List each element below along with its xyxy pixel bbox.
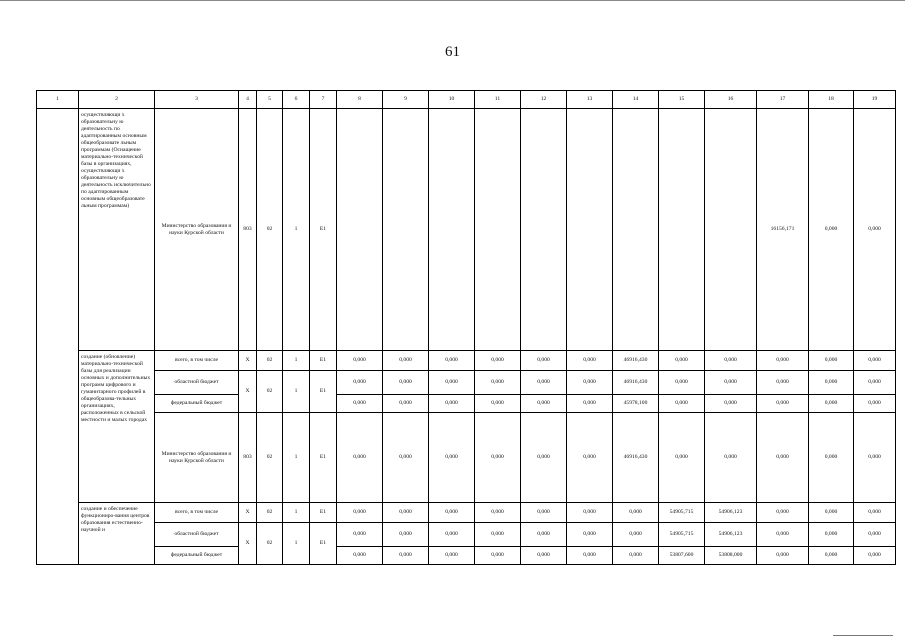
code-cell: Х [239, 351, 257, 371]
code-cell: 02 [257, 523, 283, 565]
code-cell: 1 [283, 351, 310, 371]
value-cell [567, 109, 613, 351]
value-cell: 0,000 [613, 523, 659, 547]
value-cell: 0,000 [337, 547, 383, 565]
responsible-cell: федеральный бюджет [155, 547, 239, 565]
value-cell: 0,000 [567, 547, 613, 565]
value-cell: 0,000 [521, 371, 567, 395]
value-cell: 0,000 [429, 351, 475, 371]
value-cell: 0,000 [337, 413, 383, 503]
value-cell [521, 109, 567, 351]
value-cell: 0,000 [521, 547, 567, 565]
value-cell: 0,000 [854, 503, 896, 523]
value-cell: 0,000 [337, 351, 383, 371]
value-cell: 0,000 [383, 351, 429, 371]
measure-description: осуществляющи х образовательну ю деятельность по адаптированным основным общеобразовате льным программам (Оснащение материально-технической базы в организациях, осуществляющи х образовательну ю деятельность исключительно по адаптированным основным общеобразовате льным программам) [79, 109, 155, 351]
table-row [37, 371, 896, 395]
table-row [37, 395, 896, 413]
responsible-cell: Министерство образования и науки Курской области [155, 413, 239, 503]
table-row [37, 413, 896, 503]
responsible-cell: всего, в том числе [155, 503, 239, 523]
value-cell: 0,000 [757, 413, 809, 503]
header-cell: 11 [475, 91, 521, 109]
value-cell: 0,000 [475, 395, 521, 413]
header-cell: 17 [757, 91, 809, 109]
code-cell: Е1 [310, 351, 337, 371]
header-cell: 7 [310, 91, 337, 109]
value-cell: 0,000 [659, 351, 705, 371]
value-cell [659, 109, 705, 351]
value-cell: 53808,000 [705, 547, 757, 565]
value-cell: 0,000 [521, 351, 567, 371]
value-cell: 46916,430 [613, 413, 659, 503]
code-cell: Х [239, 503, 257, 523]
header-cell: 15 [659, 91, 705, 109]
value-cell: 0,000 [705, 351, 757, 371]
value-cell [429, 109, 475, 351]
value-cell: 0,000 [757, 371, 809, 395]
value-cell: 0,000 [383, 395, 429, 413]
header-cell: 5 [257, 91, 283, 109]
code-cell: 1 [283, 523, 310, 565]
table-row [37, 547, 896, 565]
value-cell: 0,000 [429, 503, 475, 523]
value-cell [613, 109, 659, 351]
value-cell: 0,000 [854, 547, 896, 565]
table-row [37, 503, 896, 523]
value-cell: 0,000 [475, 413, 521, 503]
value-cell [337, 109, 383, 351]
value-cell: 45978,100 [613, 395, 659, 413]
value-cell: 0,000 [429, 547, 475, 565]
code-cell: 1 [283, 109, 310, 351]
value-cell [383, 109, 429, 351]
value-cell: 0,000 [757, 547, 809, 565]
value-cell: 0,000 [757, 523, 809, 547]
responsible-cell: Министерство образования и науки Курской области [155, 109, 239, 351]
code-cell: Е1 [310, 503, 337, 523]
scan-corner-mark [833, 635, 893, 636]
value-cell: 0,000 [521, 413, 567, 503]
value-cell: 0,000 [809, 413, 854, 503]
value-cell: 0,000 [567, 523, 613, 547]
value-cell: 46916,430 [613, 351, 659, 371]
code-cell: 803 [239, 413, 257, 503]
value-cell: 0,000 [337, 503, 383, 523]
budget-table [36, 90, 896, 565]
value-cell: 54906,123 [705, 523, 757, 547]
code-cell: 02 [257, 109, 283, 351]
code-cell: Е1 [310, 109, 337, 351]
value-cell: 0,000 [567, 351, 613, 371]
value-cell: 0,000 [383, 503, 429, 523]
value-cell: 0,000 [757, 503, 809, 523]
value-cell: 0,000 [705, 395, 757, 413]
header-cell: 8 [337, 91, 383, 109]
value-cell: 0,000 [429, 523, 475, 547]
responsible-cell: всего, в том числе [155, 351, 239, 371]
measure-description: создание (обновление) материально-технической базы для реализации основных и дополнительных программ цифрового и гуманитарного профилей в общеобразова-тельных организациях, расположенных в сельской местности и малых городах [79, 351, 155, 503]
value-cell: 0,000 [475, 523, 521, 547]
value-cell: 0,000 [429, 395, 475, 413]
value-cell: 0,000 [854, 413, 896, 503]
value-cell: 0,000 [475, 547, 521, 565]
table-row [37, 351, 896, 371]
measure-description: создание и обеспечение функциониро-вания центров образования естественно-научной и [79, 503, 155, 565]
value-cell: 0,000 [567, 503, 613, 523]
value-cell: 0,000 [567, 395, 613, 413]
table-row [37, 109, 896, 351]
header-cell: 3 [155, 91, 239, 109]
header-cell: 14 [613, 91, 659, 109]
code-cell: 1 [283, 413, 310, 503]
header-cell: 19 [854, 91, 896, 109]
value-cell: 0,000 [429, 371, 475, 395]
page-number: 61 [445, 44, 460, 60]
value-cell: 0,000 [659, 413, 705, 503]
value-cell: 0,000 [854, 395, 896, 413]
code-cell: 02 [257, 371, 283, 413]
value-cell: 0,000 [567, 371, 613, 395]
value-cell: 54905,715 [659, 523, 705, 547]
header-cell: 10 [429, 91, 475, 109]
code-cell: 02 [257, 351, 283, 371]
value-cell: 0,000 [809, 395, 854, 413]
value-cell: 0,000 [383, 413, 429, 503]
value-cell: 53807,600 [659, 547, 705, 565]
value-cell [475, 109, 521, 351]
value-cell: 0,000 [854, 109, 896, 351]
value-cell: 0,000 [337, 523, 383, 547]
value-cell: 0,000 [809, 351, 854, 371]
value-cell: 0,000 [429, 413, 475, 503]
value-cell: 0,000 [337, 371, 383, 395]
code-cell: Е1 [310, 371, 337, 413]
value-cell: 0,000 [809, 547, 854, 565]
value-cell: 0,000 [613, 503, 659, 523]
value-cell: 0,000 [705, 371, 757, 395]
value-cell: 0,000 [475, 503, 521, 523]
value-cell: 0,000 [613, 547, 659, 565]
code-cell: 1 [283, 503, 310, 523]
header-cell: 9 [383, 91, 429, 109]
value-cell: 54906,123 [705, 503, 757, 523]
header-cell: 1 [37, 91, 79, 109]
code-cell: Е1 [310, 523, 337, 565]
header-cell: 2 [79, 91, 155, 109]
value-cell: 16156,171 [757, 109, 809, 351]
value-cell: 0,000 [809, 523, 854, 547]
value-cell: 0,000 [383, 547, 429, 565]
code-cell: 02 [257, 413, 283, 503]
header-cell: 4 [239, 91, 257, 109]
value-cell: 0,000 [705, 413, 757, 503]
value-cell: 0,000 [757, 351, 809, 371]
value-cell: 0,000 [809, 109, 854, 351]
budget-table-sheet [36, 90, 881, 575]
empty-first-column [37, 109, 79, 565]
code-cell: Х [239, 523, 257, 565]
value-cell: 0,000 [809, 371, 854, 395]
value-cell: 0,000 [854, 371, 896, 395]
code-cell: 02 [257, 503, 283, 523]
value-cell: 0,000 [521, 523, 567, 547]
value-cell: 0,000 [383, 371, 429, 395]
value-cell: 0,000 [521, 503, 567, 523]
value-cell: 0,000 [854, 351, 896, 371]
value-cell: 0,000 [475, 351, 521, 371]
table-row [37, 523, 896, 547]
value-cell: 0,000 [757, 395, 809, 413]
header-cell: 16 [705, 91, 757, 109]
code-cell: Е1 [310, 413, 337, 503]
value-cell: 0,000 [659, 395, 705, 413]
header-cell: 6 [283, 91, 310, 109]
value-cell: 46916,430 [613, 371, 659, 395]
value-cell: 0,000 [337, 395, 383, 413]
code-cell: Х [239, 371, 257, 413]
value-cell: 0,000 [521, 395, 567, 413]
value-cell: 0,000 [659, 371, 705, 395]
value-cell: 54905,715 [659, 503, 705, 523]
header-cell: 12 [521, 91, 567, 109]
responsible-cell: областной бюджет [155, 371, 239, 395]
responsible-cell: федеральный бюджет [155, 395, 239, 413]
column-number-row [37, 91, 896, 109]
value-cell: 0,000 [567, 413, 613, 503]
responsible-cell: областной бюджет [155, 523, 239, 547]
code-cell: 803 [239, 109, 257, 351]
header-cell: 18 [809, 91, 854, 109]
value-cell [705, 109, 757, 351]
value-cell: 0,000 [854, 523, 896, 547]
code-cell: 1 [283, 371, 310, 413]
scan-top-edge [0, 0, 905, 1]
value-cell: 0,000 [383, 523, 429, 547]
value-cell: 0,000 [475, 371, 521, 395]
value-cell: 0,000 [809, 503, 854, 523]
header-cell: 13 [567, 91, 613, 109]
